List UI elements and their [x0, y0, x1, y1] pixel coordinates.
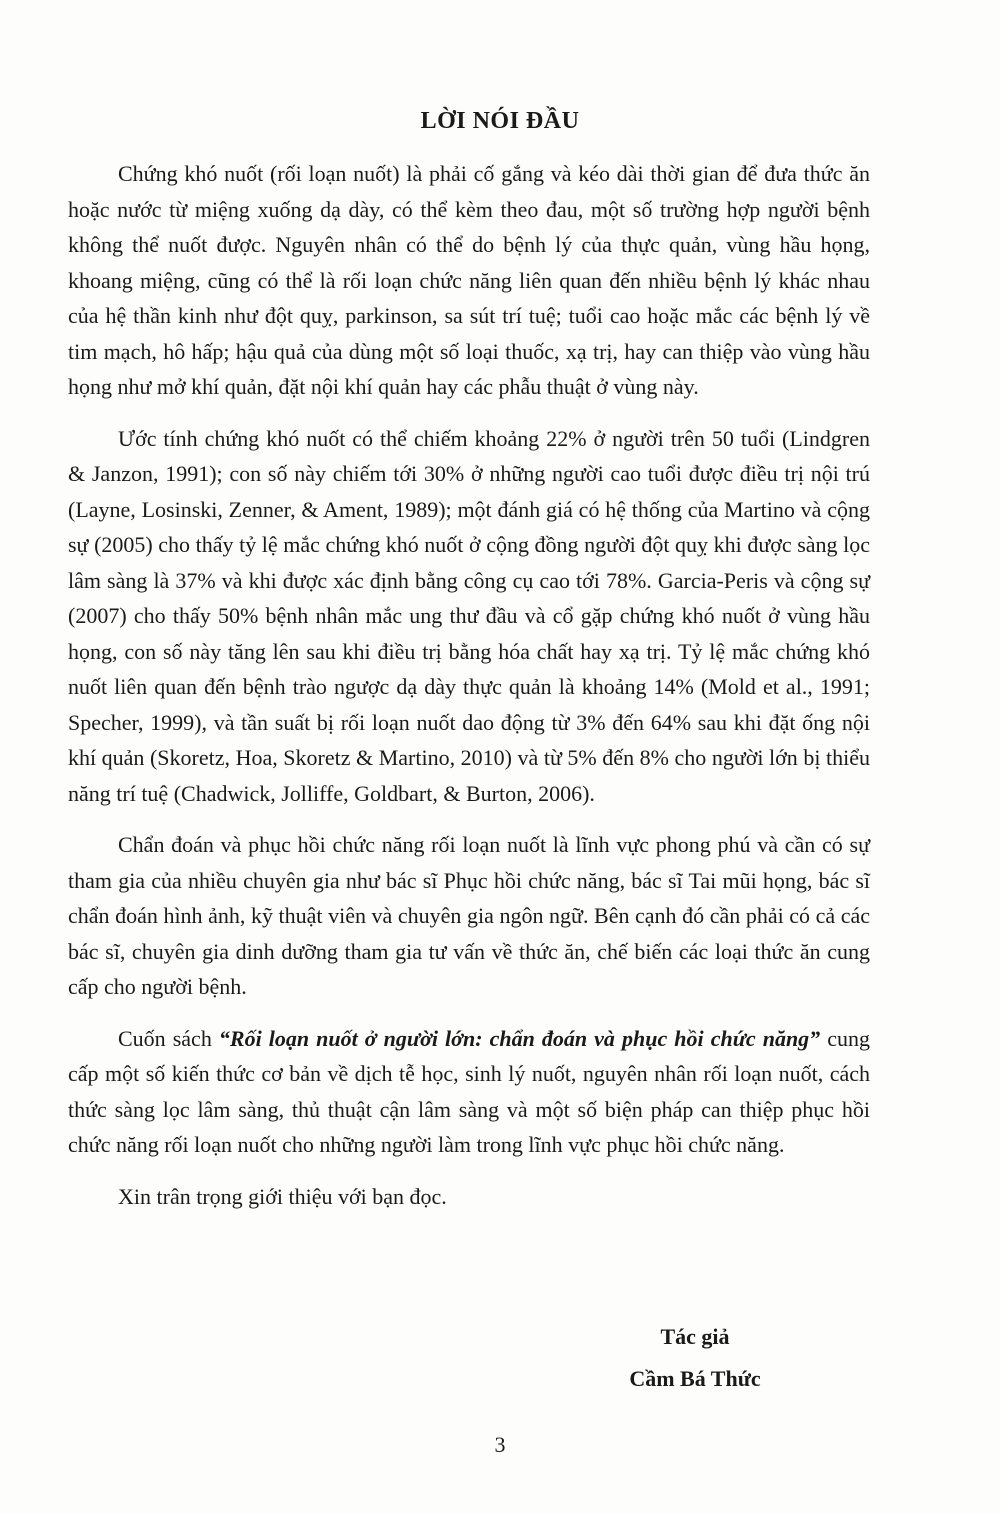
paragraph-book-intro [68, 1021, 870, 1163]
paragraph-epidemiology: Ước tính chứng khó nuốt có thể chiếm khoảng 22% ở người trên 50 tuổi (Lindgren & Janzon, 1991); con số này chiếm tới 30% ở những người cao tuổi được điều trị nội trú (Layne, Losinski, Zenner, & Ament, 1989); một đánh giá có hệ thống của Martino và cộng sự (2005) cho thấy tỷ lệ mắc chứng khó nuốt ở cộng đồng người đột quỵ khi được sàng lọc lâm sàng là 37% và khi được xác định bằng công cụ cao tới 78%. Garcia-Peris và cộng sự (2007) cho thấy 50% bệnh nhân mắc ung thư đầu và cổ gặp chứng khó nuốt ở vùng hầu họng, con số này tăng lên sau khi điều trị bằng hóa chất hay xạ trị. Tỷ lệ mắc chứng khó nuốt liên quan đến bệnh trào ngược dạ dày thực quản là khoảng 14% (Mold et al., 1991; Specher, 1999), và tần suất bị rối loạn nuốt dao động từ 3% đến 64% sau khi đặt ống nội khí quản (Skoretz, Hoa, Skoretz & Martino, 2010) và từ 5% đến 8% cho người lớn bị thiểu năng trí tuệ (Chadwick, Jolliffe, Goldbart, & Burton, 2006). [68, 425, 870, 806]
book-intro-suffix: cung cấp một số kiến thức cơ bản về dịch tễ học, sinh lý nuốt, nguyên nhân rối loạn nuốt, cách thức sàng lọc lâm sàng, thủ thuật cận lâm sàng và một số biện pháp can thiệp phục hồi chức năng rối loạn nuốt cho những người làm trong lĩnh vực phục hồi chức năng. [68, 1025, 871, 1157]
book-intro-prefix: Cuốn sách [118, 1025, 219, 1051]
page-number: 3 [494, 1432, 506, 1457]
signature-block [590, 1316, 800, 1400]
author-name: Cầm Bá Thức [629, 1366, 761, 1391]
paragraph-diagnosis: Chẩn đoán và phục hồi chức năng rối loạn nuốt là lĩnh vực phong phú và cần có sự tham gia của nhiều chuyên gia như bác sĩ Phục hồi chức năng, bác sĩ Tai mũi họng, bác sĩ chẩn đoán hình ảnh, kỹ thuật viên và chuyên gia ngôn ngữ. Bên cạnh đó cần phải có cả các bác sĩ, chuyên gia dinh dưỡng tham gia tư vấn về thức ăn, chế biến các loại thức ăn cung cấp cho người bệnh. [68, 832, 870, 999]
body-text [68, 156, 870, 1230]
paragraph-definition: Chứng khó nuốt (rối loạn nuốt) là phải cố gắng và kéo dài thời gian để đưa thức ăn hoặc nước từ miệng xuống dạ dày, có thể kèm theo đau, một số trường hợp người bệnh không thể nuốt được. Nguyên nhân có thể do bệnh lý của thực quản, vùng hầu họng, khoang miệng, cũng có thể là rối loạn chức năng liên quan đến nhiều bệnh lý khác nhau của hệ thần kinh như đột quỵ, parkinson, sa sút trí tuệ; tuổi cao hoặc mắc các bệnh lý về tim mạch, hô hấp; hậu quả của dùng một số loại thuốc, xạ trị, hay can thiệp vào vùng hầu họng như mở khí quản, đặt nội khí quản hay các phẫu thuật ở vùng này. [68, 161, 870, 399]
author-role: Tác giả [660, 1324, 730, 1349]
page-title: LỜI NÓI ĐẦU [420, 108, 580, 134]
book-title: “Rối loạn nuốt ở người lớn: chẩn đoán và phục hồi chức năng” [218, 1025, 821, 1051]
closing-line: Xin trân trọng giới thiệu với bạn đọc. [118, 1183, 447, 1209]
